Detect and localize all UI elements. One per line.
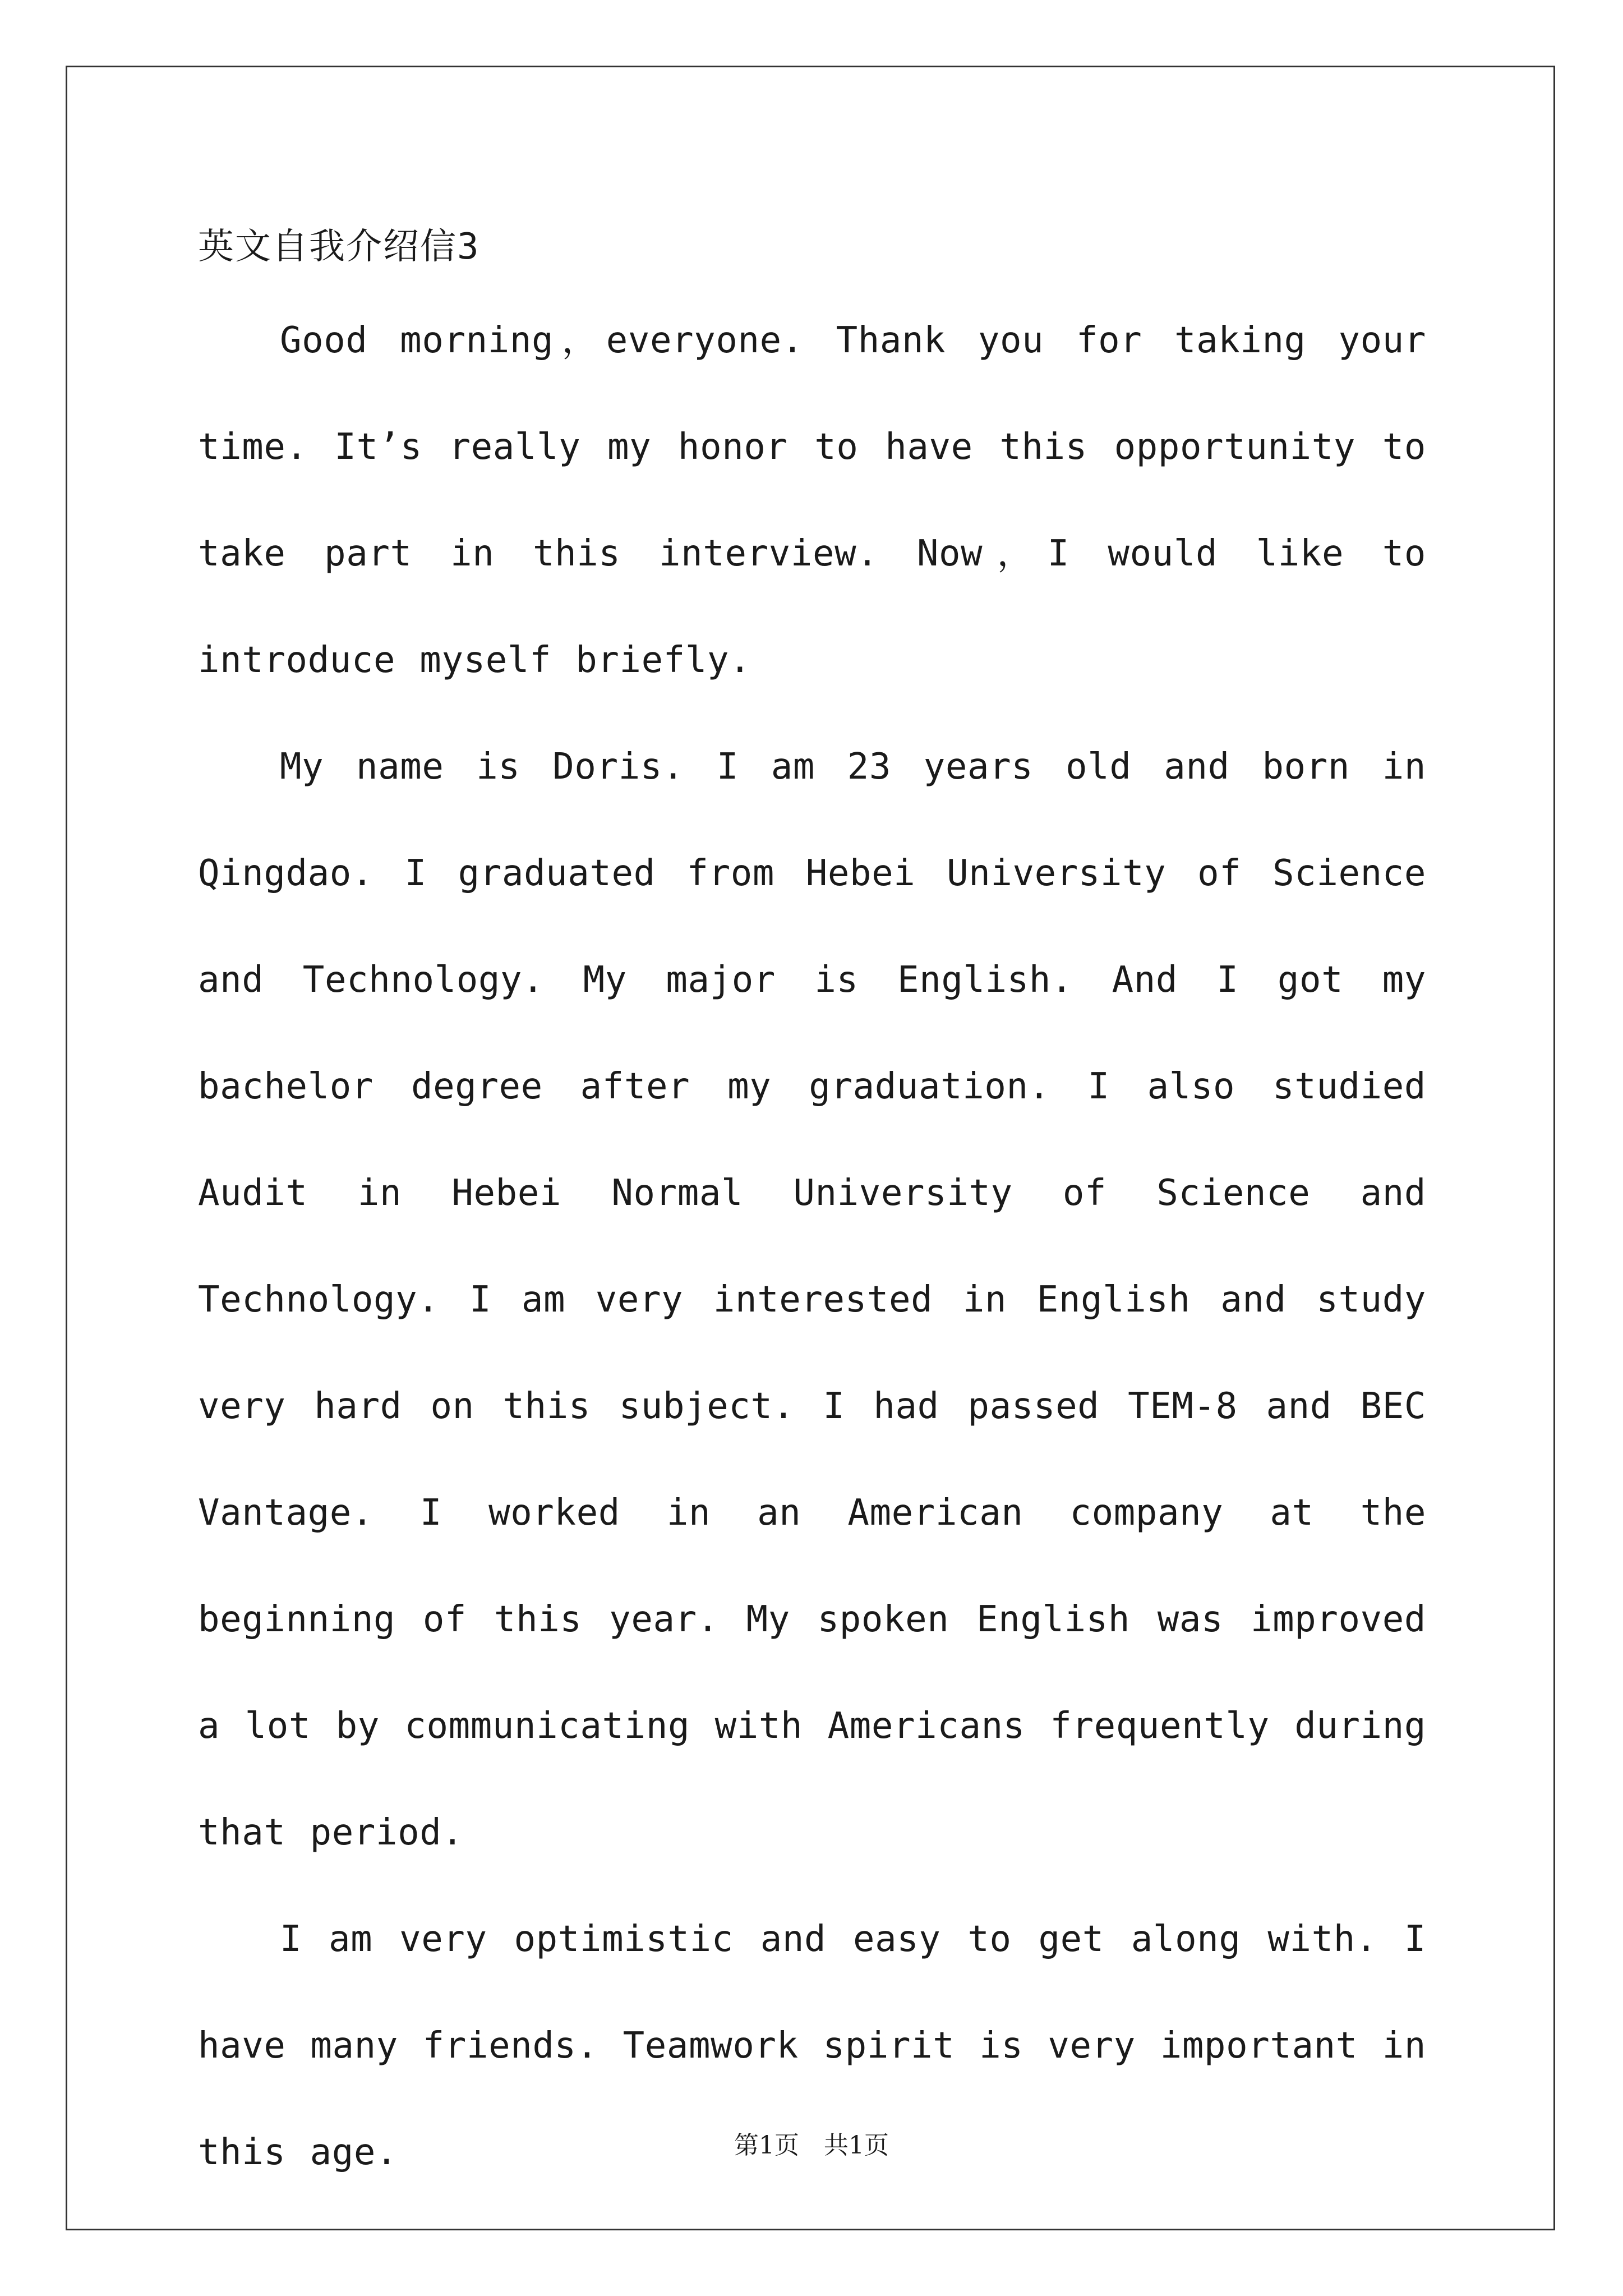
document-title: 英文自我介绍信3 — [198, 226, 480, 268]
page-footer: 第1页 共1页 — [734, 2131, 889, 2160]
paragraph-personality: I am very optimistic and easy to get along with. I have many friends. Teamwork spirit is very important in this age. — [198, 1918, 1426, 2173]
document-body — [198, 213, 1426, 2206]
paragraph-background: My name is Doris. I am 23 years old and born in Qingdao. I graduated from Hebei University of Science and Technology. My major is English. And I got my bachelor degree after my graduation. I also studied Audit in Hebei Normal University of Science and Technology. I am very interested in English and study very hard on this subject. I had passed TEM-8 and BEC Vantage. I worked in an American company at the beginning of this year. My spoken English was improved a lot by communicating with Americans frequently during that period. — [198, 746, 1426, 1853]
paragraph-greeting: Good morning，everyone. Thank you for taking your time. It’s really my honor to have this opportunity to take part in this interview. Now，I would like to introduce myself briefly. — [198, 320, 1426, 681]
